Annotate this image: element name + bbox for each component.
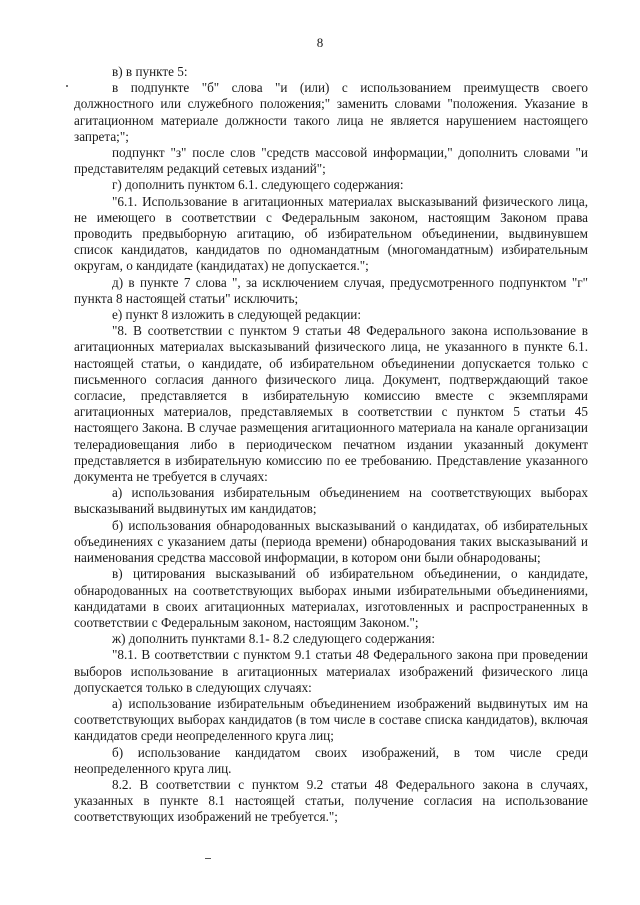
paragraph-8-a: а) использования избирательным объединением на соответствующих выборах высказываний выдвинутых им кандидатов; [74, 485, 588, 517]
scan-mark [205, 858, 211, 859]
paragraph-8-1-a: а) использование избирательным объединением изображений выдвинутых им на соответствующих выборах кандидатов (в том числе в составе списка кандидатов), включая кандидатов среди неопределенного круга лиц; [74, 695, 588, 744]
paragraph-6-1: "6.1. Использование в агитационных материалах высказываний физического лица, не имеющего в соответствии с Федеральным законом, настоящим Законом права проводить предвыборную агитацию, об избирательном объединении, выдвинувшем список кандидатов, кандидатов по одномандатным (многомандатным) избирательным округам, о кандидате (кандидатах) не допускается."; [74, 193, 588, 274]
paragraph-8-b: б) использования обнародованных высказываний о кандидатах, об избирательных объединениях с указанием даты (периода времени) обнародования таких высказываний и наименования средства массовой информации, в котором они были обнародованы; [74, 517, 588, 566]
paragraph-8-1: "8.1. В соответствии с пунктом 9.1 статьи 48 Федерального закона при проведении выборов использование в агитационных материалах изображений физического лица допускается только в следующих случаях: [74, 647, 588, 695]
paragraph-d-punkt-7: д) в пункте 7 слова ", за исключением случая, предусмотренного подпунктом "г" пункта 8 настоящей статьи" исключить; [74, 274, 588, 306]
page-number: 8 [316, 35, 324, 50]
paragraph-podpunkt-z: подпункт "з" после слов "средств массовой информации," дополнить словами "и представителям редакций сетевых изданий"; [74, 145, 588, 177]
document-body [74, 64, 588, 826]
paragraph-e-punkt-8: е) пункт 8 изложить в следующей редакции: [112, 307, 362, 323]
paragraph-v-punkt-5: в) в пункте 5: [112, 64, 188, 79]
paragraph-podpunkt-b: в подпункте "б" слова "и (или) с использованием преимуществ своего должностного или служебного положения;" заменить словами "положения. Указание в агитационном материале должности такого лица не является нарушением настоящего запрета;"; [74, 80, 588, 144]
paragraph-8-2: 8.2. В соответствии с пунктом 9.2 статьи 48 Федерального закона в случаях, указанных в пункте 8.1 настоящей статьи, получение согласия на использование соответствующих изображений не требуется."; [74, 776, 588, 825]
scan-speck [66, 85, 68, 87]
paragraph-8-1-b: б) использование кандидатом своих изображений, в том числе среди неопределенного круга лиц. [74, 744, 588, 776]
paragraph-8-v: в) цитирования высказываний об избирательном объединении, о кандидате, обнародованных на соответствующих выборах иными избирательными объединениями, кандидатами в своих агитационных материалах, изготовленных и распространенных в соответствии с Федеральным законом, настоящим Законом."; [74, 566, 588, 630]
paragraph-g-dopolnit: г) дополнить пунктом 6.1. следующего содержания: [112, 177, 404, 193]
paragraph-8: "8. В соответствии с пунктом 9 статьи 48 Федерального закона использование в агитационных материалах высказываний физического лица, не указанного в пункте 6.1. настоящей статьи, о кандидате, об избирательном объединении допускается только с письменного согласия данного физического лица. Документ, подтверждающий такое согласие, представляется в избирательную комиссию вместе с экземплярами агитационных материалов, представляемых в соответствии с пунктом 5 статьи 45 настоящего Закона. В случае размещения агитационного материала на канале организации телерадиовещания либо в периодическом печатном издании указанный документ представляется в избирательную комиссию по ее требованию. Представление указанного документа не требуется в случаях: [74, 323, 588, 485]
paragraph-zh-dopolnit: ж) дополнить пунктами 8.1- 8.2 следующего содержания: [112, 631, 436, 647]
